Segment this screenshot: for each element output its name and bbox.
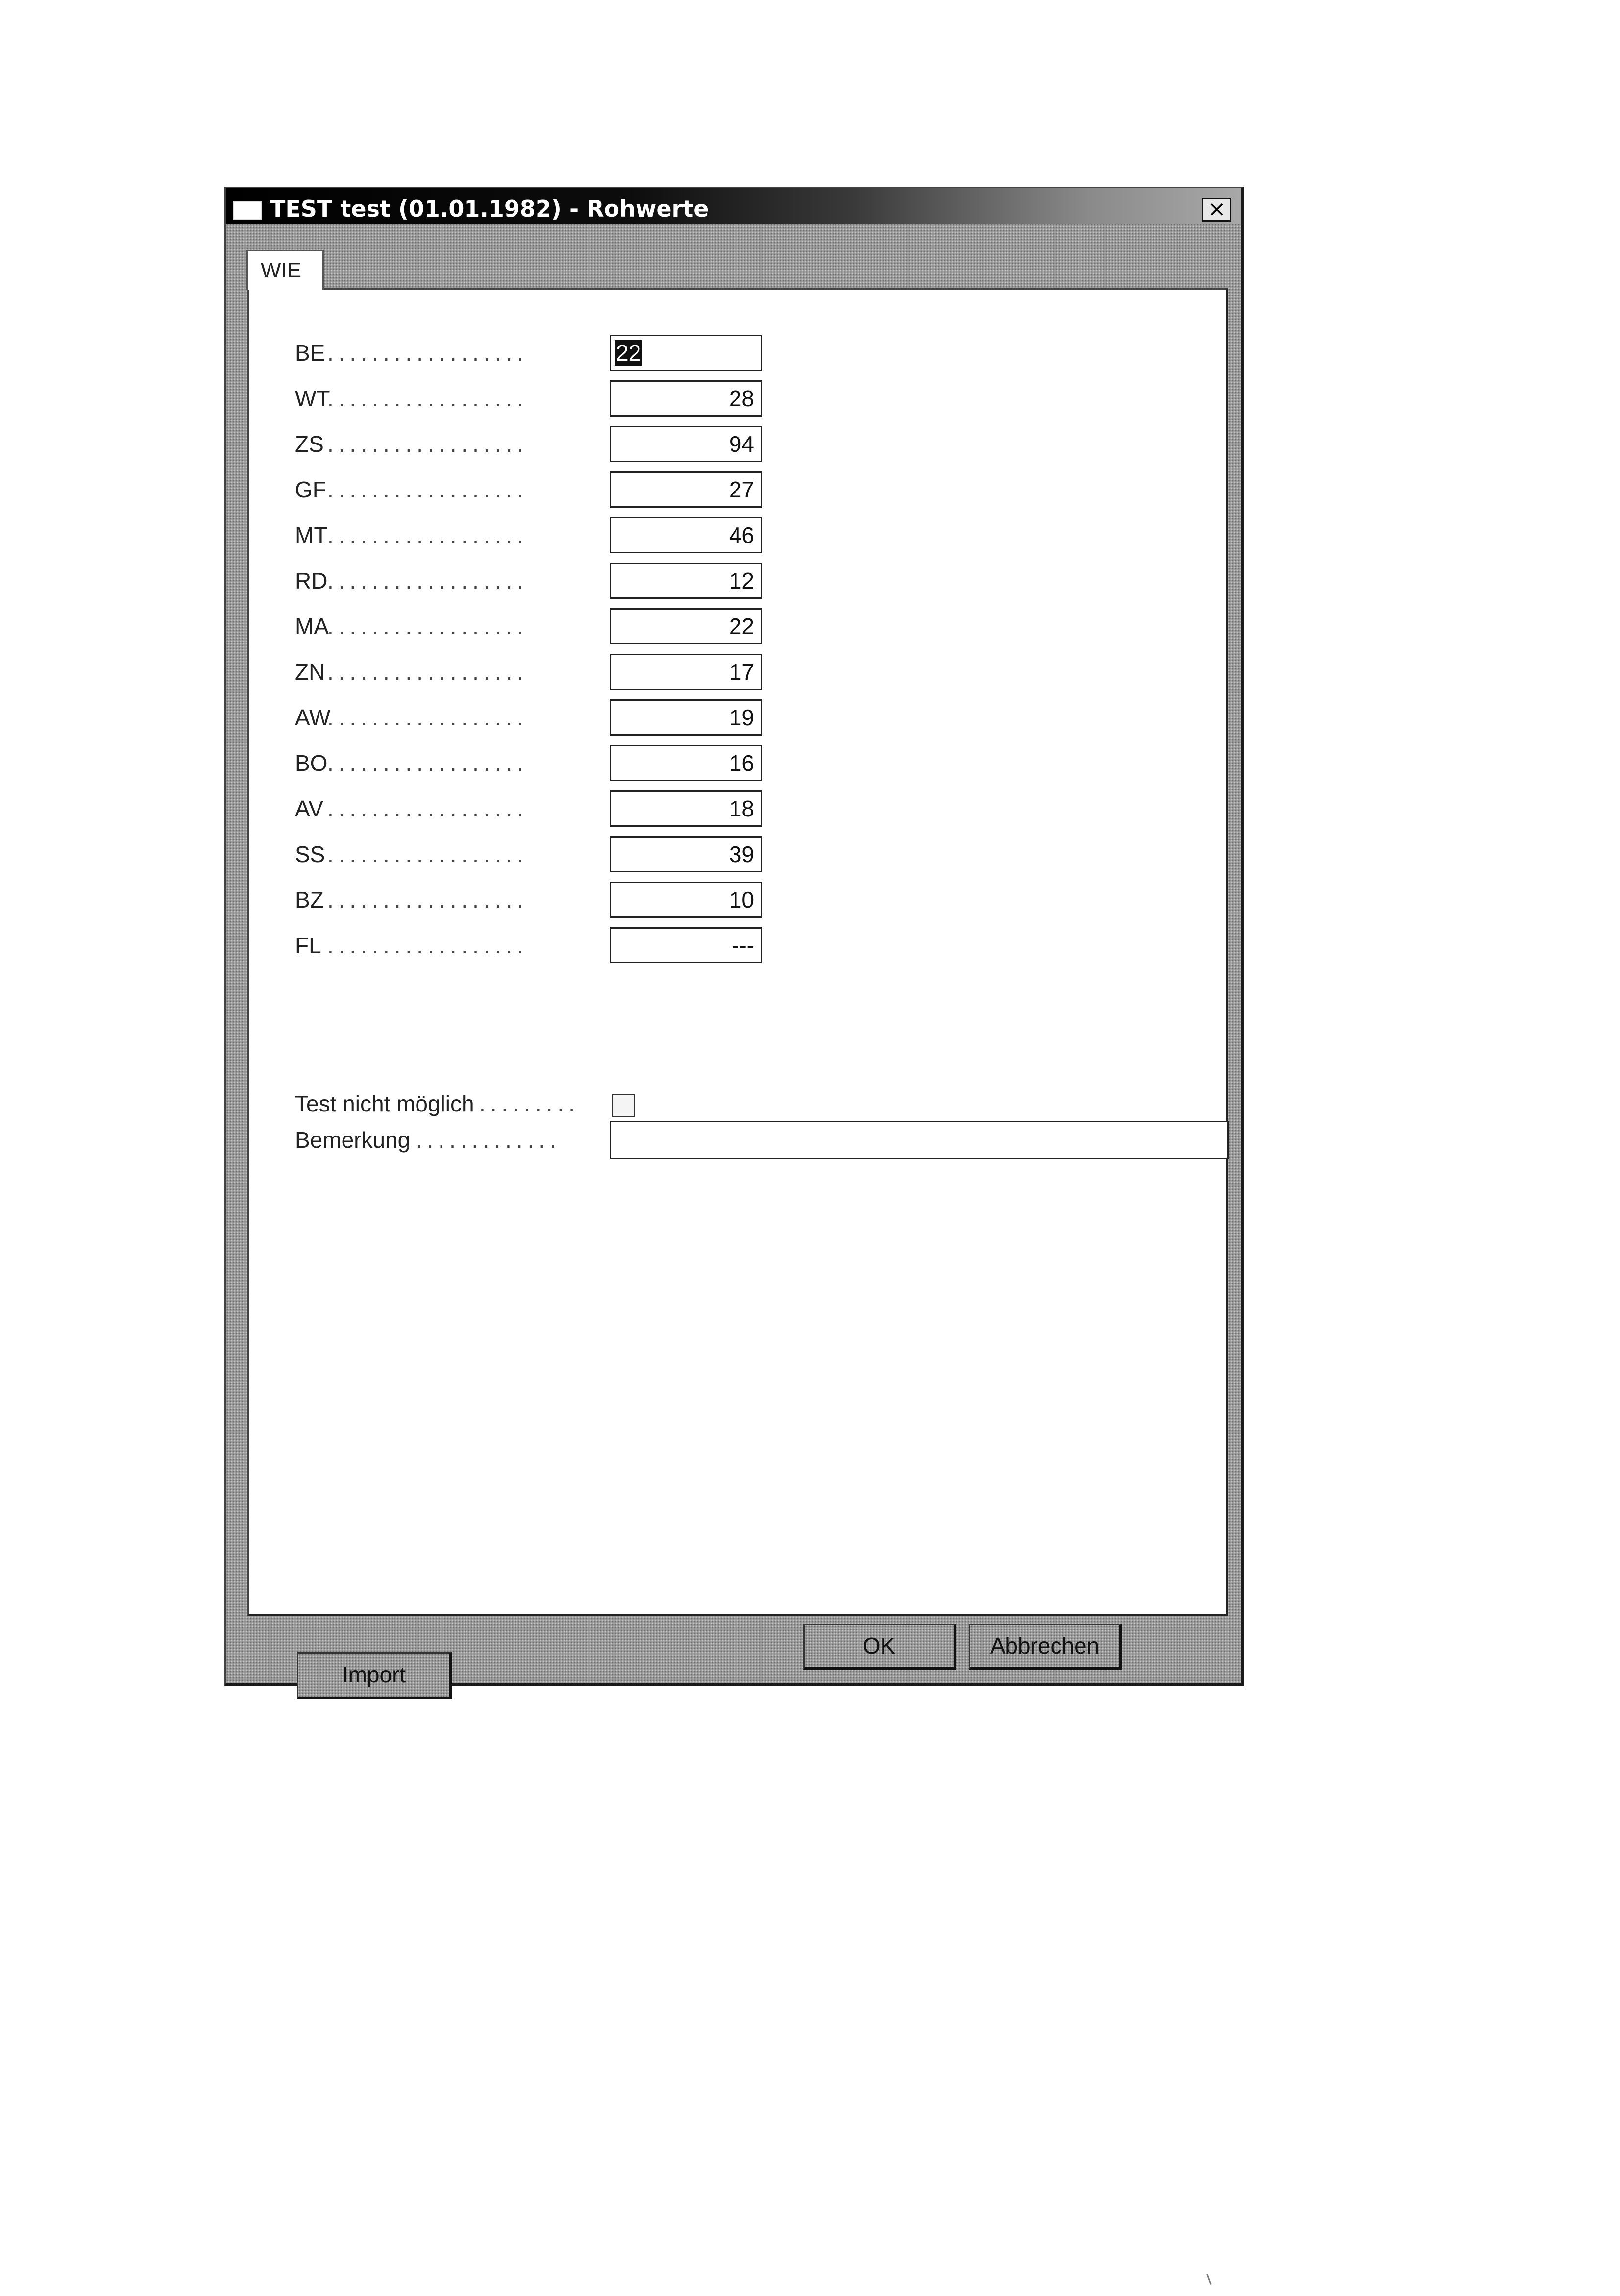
leader-dots: .................. <box>327 431 529 457</box>
field-label: BO <box>295 750 328 776</box>
cancel-button[interactable] <box>969 1624 1122 1670</box>
field-label: AV <box>295 796 323 821</box>
not-possible-label: Test nicht möglich <box>295 1091 474 1116</box>
av-input[interactable]: 18 <box>610 790 762 827</box>
be-input[interactable] <box>610 335 762 371</box>
ss-input[interactable]: 39 <box>610 836 762 872</box>
leader-dots: .................. <box>327 887 529 913</box>
leader-dots: .................. <box>327 568 529 593</box>
leader-dots: .................. <box>327 841 529 867</box>
raw-values-dialog <box>224 187 1244 1686</box>
rd-input[interactable]: 12 <box>610 563 762 599</box>
field-label: MA <box>295 614 329 639</box>
gf-input[interactable]: 27 <box>610 471 762 508</box>
leader-dots: .................. <box>327 477 529 502</box>
leader-dots: .................. <box>327 386 529 411</box>
wt-input[interactable]: 28 <box>610 380 762 417</box>
fl-input[interactable]: --- <box>610 927 762 963</box>
field-label: BZ <box>295 887 324 913</box>
tab-label: WIE <box>261 258 302 282</box>
leader-dots: .................. <box>327 522 529 548</box>
field-label: AW <box>295 705 331 730</box>
input-value: 22 <box>616 340 641 366</box>
button-label: Import <box>342 1662 406 1687</box>
leader-dots: .............. <box>405 1127 561 1153</box>
leader-dots: .................. <box>327 659 529 685</box>
remark-label: Bemerkung <box>295 1127 411 1153</box>
field-label: BE <box>295 340 325 366</box>
ma-input[interactable]: 22 <box>610 608 762 644</box>
scan-mark <box>1206 2274 1211 2285</box>
tab-wie[interactable] <box>246 250 324 290</box>
mt-input[interactable]: 46 <box>610 517 762 553</box>
leader-dots: .................. <box>327 340 529 366</box>
title-bar[interactable] <box>226 188 1241 224</box>
zn-input[interactable]: 17 <box>610 654 762 690</box>
close-icon: × <box>1207 197 1226 222</box>
ok-button[interactable] <box>803 1624 956 1670</box>
window-title: TEST test (01.01.1982) - Rohwerte <box>270 196 709 222</box>
remark-input[interactable] <box>610 1121 1229 1159</box>
field-label: GF <box>295 477 326 502</box>
bz-input[interactable]: 10 <box>610 882 762 918</box>
aw-input[interactable]: 19 <box>610 699 762 736</box>
leader-dots: .................. <box>327 750 529 776</box>
zs-input[interactable]: 94 <box>610 426 762 462</box>
button-label: OK <box>862 1633 896 1658</box>
field-label: RD <box>295 568 328 593</box>
field-label: ZS <box>295 431 324 457</box>
leader-dots: .................. <box>327 614 529 639</box>
bo-input[interactable]: 16 <box>610 745 762 781</box>
leader-dots: ......... <box>479 1091 580 1116</box>
field-label: MT <box>295 522 328 548</box>
field-label: SS <box>295 841 325 867</box>
not-possible-checkbox[interactable] <box>612 1094 635 1117</box>
leader-dots: .................. <box>327 796 529 821</box>
button-label: Abbrechen <box>990 1633 1100 1658</box>
leader-dots: .................. <box>327 705 529 730</box>
field-label: WT <box>295 386 330 411</box>
window-icon <box>233 201 262 220</box>
field-label: ZN <box>295 659 325 685</box>
field-label: FL <box>295 933 321 958</box>
close-button[interactable] <box>1202 198 1231 222</box>
leader-dots: .................. <box>327 933 529 958</box>
import-button[interactable] <box>297 1652 452 1699</box>
